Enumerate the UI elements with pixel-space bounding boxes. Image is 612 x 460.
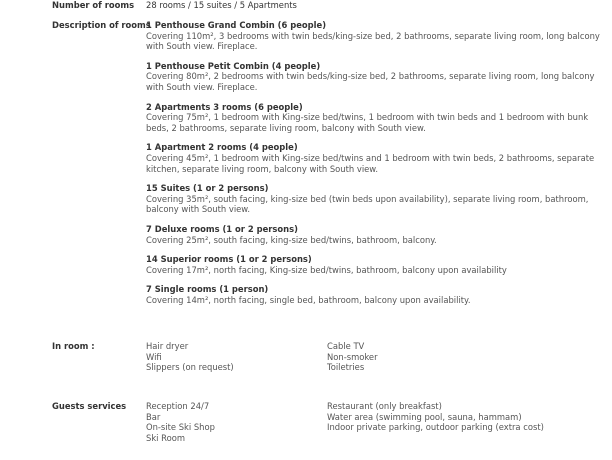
number-of-rooms-value: 28 rooms / 15 suites / 5 Apartments xyxy=(146,0,297,10)
room-type-block xyxy=(146,61,602,93)
room-type-title: 1 Penthouse Petit Combin (4 people) xyxy=(146,60,321,71)
service-item: Reception 24/7 xyxy=(146,401,210,411)
room-type-description: Covering 45m², 1 bedroom with King-size bed/twins and 1 bedroom with twin beds, 2 bathrooms, separate kitchen, separate living room, balcony with South view. xyxy=(146,152,595,174)
room-type-title: 2 Apartments 3 rooms (6 people) xyxy=(146,101,303,112)
room-type-description: Covering 80m², 2 bedrooms with twin beds/king-size bed, 2 bathrooms, separate living room, long balcony with South view. Fireplace. xyxy=(146,71,595,92)
in-room-amenities-left xyxy=(146,341,234,373)
in-room-label: In room : xyxy=(52,341,95,351)
service-item: Indoor private parking, outdoor parking (extra cost) xyxy=(327,422,544,433)
room-type-title: 1 Penthouse Grand Combin (6 people) xyxy=(146,20,327,30)
room-type-block xyxy=(146,284,602,305)
amenity-item: Non-smoker xyxy=(327,351,378,362)
room-type-title: 14 Superior rooms (1 or 2 persons) xyxy=(146,254,312,265)
amenity-item: Slippers (on request) xyxy=(146,362,234,373)
room-type-title: 7 Single rooms (1 person) xyxy=(146,284,269,295)
service-item: Ski Room xyxy=(146,432,186,443)
room-type-description: Covering 25m², south facing, king-size bed/twins, bathroom, balcony. xyxy=(146,234,437,245)
guests-services-left xyxy=(146,401,215,443)
room-type-description: Covering 110m², 3 bedrooms with twin beds/king-size bed, 2 bathrooms, separate living room, long balcony with South view. Fireplace. xyxy=(146,30,600,52)
room-type-block xyxy=(146,224,602,245)
amenity-item: Cable TV xyxy=(327,341,365,351)
room-type-description: Covering 35m², south facing, king-size bed (twin beds upon availability), separate living room, bathroom, balcony with South view. xyxy=(146,193,589,215)
room-type-description: Covering 17m², north facing, King-size bed/twins, bathroom, balcony upon availability xyxy=(146,264,507,275)
guests-services-label: Guests services xyxy=(52,401,127,411)
room-type-title: 15 Suites (1 or 2 persons) xyxy=(146,183,269,194)
number-of-rooms-label: Number of rooms xyxy=(52,0,135,10)
description-of-rooms-label: Description of rooms xyxy=(52,20,151,30)
room-type-block xyxy=(146,183,602,215)
service-item: Bar xyxy=(146,411,161,422)
room-type-title: 1 Apartment 2 rooms (4 people) xyxy=(146,142,298,153)
service-item: Water area (swimming pool, sauna, hammam) xyxy=(327,411,522,422)
room-type-block xyxy=(146,142,602,174)
room-type-block xyxy=(146,102,602,134)
service-item: Restaurant (only breakfast) xyxy=(327,401,442,411)
amenity-item: Hair dryer xyxy=(146,341,189,351)
room-type-description: Covering 75m², 1 bedroom with King-size bed/twins, 1 bedroom with twin beds and 1 bedroom with bunk beds, 2 bathrooms, separate living room, balcony with South view. xyxy=(146,112,589,133)
room-type-block xyxy=(146,254,602,275)
amenity-item: Toiletries xyxy=(327,362,365,373)
guests-services-right xyxy=(327,401,544,433)
room-type-block xyxy=(146,20,602,52)
amenity-item: Wifi xyxy=(146,351,162,362)
service-item: On-site Ski Shop xyxy=(146,422,215,433)
in-room-amenities-right xyxy=(327,341,378,373)
room-type-description: Covering 14m², north facing, single bed, bathroom, balcony upon availability. xyxy=(146,294,471,305)
room-descriptions xyxy=(146,20,602,314)
room-type-title: 7 Deluxe rooms (1 or 2 persons) xyxy=(146,223,298,234)
